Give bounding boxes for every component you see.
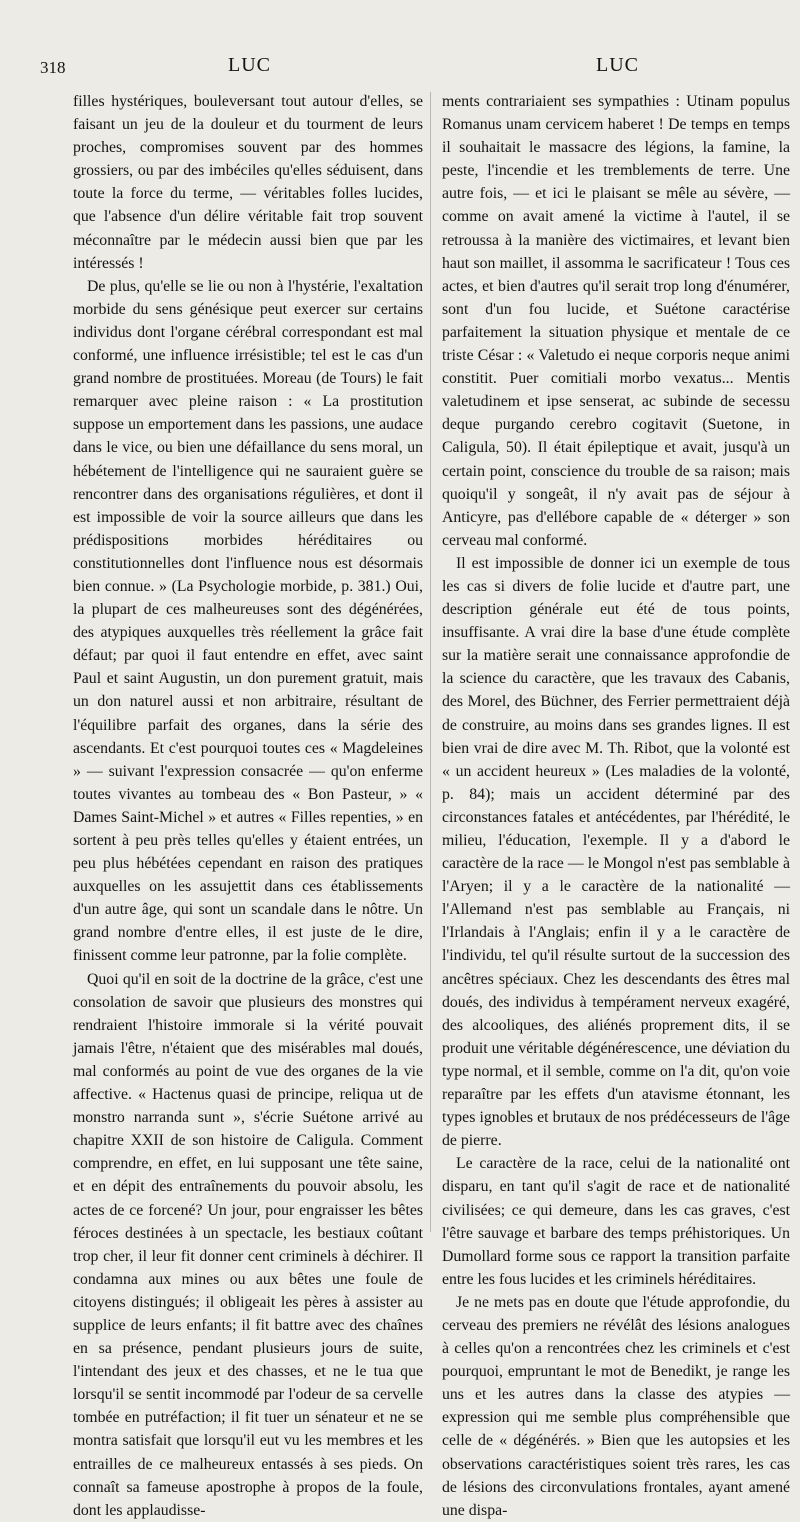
right-column <box>442 90 790 1522</box>
paragraph: Quoi qu'il en soit de la doctrine de la grâce, c'est une consolation de savoir que plusieurs des monstres qui rendraient l'histoire immorale si la vérité pouvait jamais l'être, n'étaient que des misérables mal doués, mal conformés au point de vue des organes de la vie affective. « Hactenus quasi de principe, reliqua ut de monstro narranda sunt », s'écrie Suétone arrivé au chapitre XXII de son histoire de Caligula. Comment comprendre, en effet, en lui supposant une tête saine, et en dépit des entraînements du pouvoir absolu, les actes de ce forcené? Un jour, pour engraisser les bêtes féroces destinées à un spectacle, les bestiaux coûtant trop cher, il leur fit donner cent criminels à déchirer. Il condamna aux mines ou aux bêtes une foule de citoyens distingués; il obligeait les pères à assister au supplice de leurs enfants; il fit battre avec des chaînes en sa présence, pendant plusieurs jours de suite, l'intendant des jeux et des chasses, et ne le tua que lorsqu'il se sentit incommodé par l'odeur de sa cervelle tombée en putréfaction; il fit tuer un sénateur et ne se montra satisfait que lorsqu'il eut vu les membres et les entrailles de ce malheureux entassés à ses pieds. On connaît sa fameuse apostrophe à propos de la foule, dont les applaudisse- <box>73 970 423 1519</box>
paragraph: De plus, qu'elle se lie ou non à l'hystérie, l'exaltation morbide du sens génésique peut exercer sur certains individus dont l'organe cérébral correspondant est mal conformé, une influence irrésistible; tel est le cas d'un grand nombre de prostituées. Moreau (de Tours) le fait remarquer avec pleine raison : « La prostitution suppose un emportement dans les passions, une audace dans le vice, ou bien une défaillance du sens moral, un hébétement de l'intelligence qui ne sauraient guère se rencontrer dans des organisations régulières, et dont il est impossible de voir la source ailleurs que dans les prédispositions morbides héréditaires ou constitutionnelles dont l'influence nous est désormais bien connue. » (La Psychologie morbide, p. 381.) Oui, la plupart de ces malheureuses sont des dégénérées, des atypiques auxquelles très réellement la grâce fait défaut; par quoi il faut entendre en effet, avec saint Paul et saint Augustin, un don purement gratuit, mais un don naturel aussi et non arbitraire, résultant de l'équilibre parfait des organes, dans la série des ascendants. Et c'est pourquoi toutes ces « Magdeleines » — suivant l'expression consacrée — qu'on enferme toutes vivantes au tombeau des « Bon Pasteur, » « Dames Saint-Michel » et autres « Filles repenties, » en sortent à peu près telles qu'elles y étaient entrées, un peu plus hébétées cependant en raison des pratiques auxquelles on les assujettit dans ces établissements d'un autre âge, qui sont un scandale dans le nôtre. Un grand nombre d'entre elles, il est juste de le dire, finissent comme leur patronne, par la folie complète. <box>73 277 423 965</box>
page-header <box>40 50 770 82</box>
paragraph: Il est impossible de donner ici un exemple de tous les cas si divers de folie lucide et d'autre part, une description générale eut été de tous points, insuffisante. A vrai dire la base d'une étude complète sur la matière serait une connaissance approfondie de la science du caractère, que les travaux des Cabanis, des Morel, des Büchner, des Ferrier permettraient déjà de construire, au moins dans ses grandes lignes. Il est bien vrai de dire avec M. Th. Ribot, que la volonté est « un accident heureux » (Les maladies de la volonté, p. 84); mais un accident déterminé par des circonstances fatales et antécédentes, par l'hérédité, le milieu, l'éducation, l'exemple. Il y a d'abord le caractère de la race — le Mongol n'est pas semblable à l'Aryen; il y a le caractère de la nationalité — l'Allemand n'est pas semblable au Français, ni l'Irlandais à l'Anglais; enfin il y a le caractère de l'individu, tel qu'il résulte surtout de la succession des ancêtres spéciaux. Chez les descendants des êtres mal doués, des individus à tempérament nerveux exagéré, des alcooliques, des aliénés proprement dits, il se produit une véritable dégénérescence, une déviation du type normal, et il semble, comme on l'a dit, qu'on voie reparaître par les effets d'un atavisme étonnant, les types ignobles et brutaux de nos prédécesseurs de l'âge de pierre. <box>442 554 790 1150</box>
running-title-left: LUC <box>228 54 271 76</box>
paragraph: ments contrariaient ses sympathies : Utinam populus Romanus unam cervicem haberet ! De temps en temps il souhaitait le massacre des légions, la famine, la peste, l'incendie et les tremblements de terre. Une autre fois, — et ici le plaisant se mêle au sévère, — comme on avait amené la victime à l'autel, il se retroussa à la manière des victimaires, et levant bien haut son maillet, il assomma le sacrificateur ! Tous ces actes, et bien d'autres qu'il serait trop long d'énumérer, sont d'un fou lucide, et Suétone caractérise parfaitement la situation physique et mentale de ce triste César : « Valetudo ei neque corporis neque animi constitit. Puer comitiali morbo vexatus... Mentis valetudinem et ipse senserat, ac subinde de secessu deque purgando cerebro cogitavit (Suetone, in Caligula, 50). Il était épileptique et avait, jusqu'à un certain point, conscience du trouble de sa raison; mais quoiqu'il y songeât, il n'y avait pas de séjour à Anticyre, pas d'ellébore capable de « déterger » son cerveau mal conformé. <box>442 93 790 549</box>
left-column <box>73 90 423 1522</box>
paragraph: Le caractère de la race, celui de la nationalité ont disparu, en tant qu'il s'agit de race et de nationalité civilisées; ce qui demeure, dans les cas graves, c'est l'être sauvage et barbare des temps préhistoriques. Un Dumollard forme sous ce rapport la transition parfaite entre les fous lucides et les criminels héréditaires. <box>442 1155 790 1288</box>
paragraph: Je ne mets pas en doute que l'étude approfondie, du cerveau des premiers ne révélât des lésions analogues à celles qu'on a rencontrées chez les criminels et c'est pourquoi, empruntant le mot de Benedikt, je range les uns et les autres dans la classe des atypies — expression qui me semble plus compréhensible que celle de « dégénérés. » Bien que les autopsies et les observations caractéristiques soient très rares, les cas de lésions des circonvulations frontales, ayant amené une dispa- <box>442 1293 790 1519</box>
page-number: 318 <box>40 58 66 77</box>
running-title-right: LUC <box>596 54 639 76</box>
paragraph: filles hystériques, bouleversant tout autour d'elles, se faisant un jeu de la douleur et du tourment de leurs proches, compromises souvent par des hommes grossiers, ou par des imbéciles qu'elles séduisent, dans toute la force du terme, — véritables folles lucides, que l'absence d'un délire véritable fait trop souvent méconnaître par le médecin aussi bien que par les intéressés ! <box>73 93 423 272</box>
column-divider <box>430 92 431 1232</box>
